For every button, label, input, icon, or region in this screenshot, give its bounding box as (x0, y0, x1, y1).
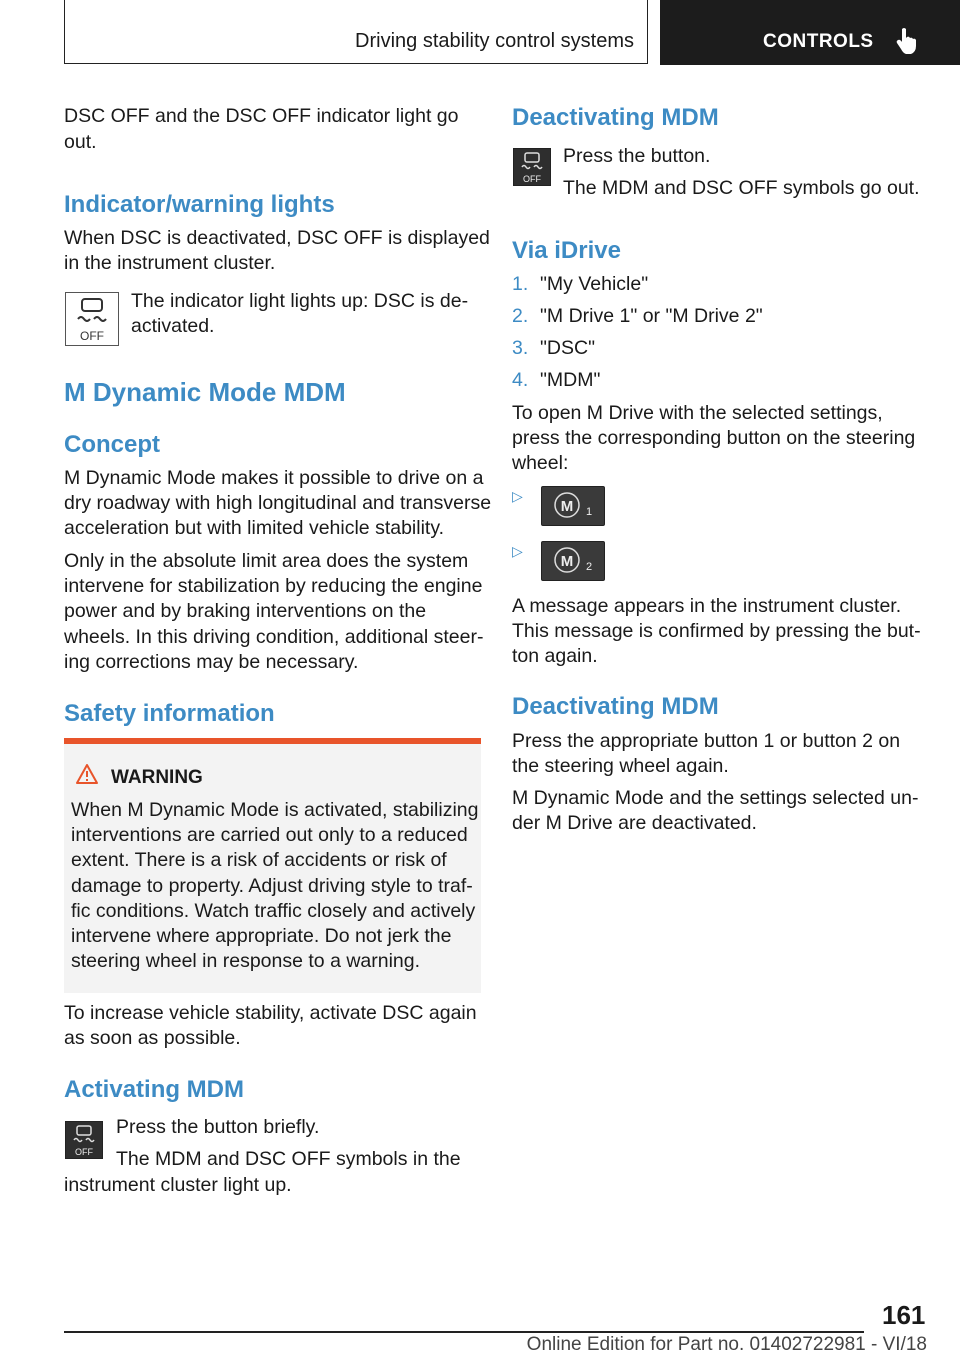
dsc-off-indicator-icon (65, 292, 119, 346)
warning-line-3: extent. There is a risk of accidents or risk of (71, 849, 447, 871)
activating-line-2: The MDM and DSC OFF symbols in the (116, 1148, 461, 1170)
svg-text:OFF: OFF (523, 174, 541, 184)
car-skid-icon (66, 293, 118, 345)
open-text-2: press the corresponding button on the steering (512, 427, 916, 449)
step-text: "DSC" (540, 337, 596, 359)
step-text: "MDM" (540, 369, 601, 391)
activating-line-1: Press the button briefly. (116, 1116, 320, 1138)
concept-p2-3: power and by braking interventions on the (64, 600, 427, 622)
after-warning-2: as soon as possible. (64, 1027, 241, 1049)
open-text-3: wheel: (512, 452, 569, 474)
intro-line-2: out. (64, 131, 97, 153)
m2-button-icon (541, 541, 605, 581)
svg-text:M: M (560, 498, 574, 515)
concept-p1-2: dry roadway with high longitudinal and transverse (64, 492, 492, 514)
warning-triangle-icon (75, 763, 99, 785)
bullet-triangle-icon: ▷ (512, 488, 523, 504)
deactivating-heading: Deactivating MDM (512, 104, 719, 131)
footer-edition: Online Edition for Part no. 01402722981 - VI/18 (526, 1334, 927, 1355)
step-number: 1. (512, 273, 529, 295)
warning-line-6: intervene where appropriate. Do not jerk the (71, 925, 452, 947)
warning-line-7: steering wheel in response to a warning. (71, 950, 421, 972)
footer-divider (64, 1331, 864, 1333)
concept-p1-1: M Dynamic Mode makes it possible to drive on a (64, 467, 484, 489)
concept-heading: Concept (64, 431, 160, 458)
after-warning-1: To increase vehicle stability, activate DSC again (64, 1002, 477, 1024)
warning-title: WARNING (111, 767, 203, 788)
idrive-heading: Via iDrive (512, 237, 621, 264)
activating-line-3: instrument cluster light up. (64, 1174, 292, 1196)
concept-p1-3: acceleration but with limited vehicle stability. (64, 517, 445, 539)
mdm-heading: M Dynamic Mode MDM (64, 377, 346, 407)
deactivating2-p1-2: the steering wheel again. (512, 755, 729, 777)
indicator-text-2: in the instrument cluster. (64, 252, 276, 274)
warning-line-5: fic conditions. Watch traffic closely and actively (71, 900, 476, 922)
concept-p2-5: ing corrections may be necessary. (64, 651, 359, 673)
concept-p2-1: Only in the absolute limit area does the system (64, 550, 469, 572)
svg-text:2: 2 (586, 561, 593, 573)
message-text-3: ton again. (512, 645, 598, 667)
warning-line-1: When M Dynamic Mode is activated, stabilizing (71, 799, 479, 821)
message-text-2: This message is confirmed by pressing the but- (512, 620, 921, 642)
safety-heading: Safety information (64, 700, 275, 727)
message-text-1: A message appears in the instrument cluster. (512, 595, 902, 617)
section-title: Driving stability control systems (355, 30, 634, 52)
indicator-icon-text-1: The indicator light lights up: DSC is de- (131, 290, 469, 312)
svg-text:OFF: OFF (80, 329, 104, 343)
controls-tab-label: CONTROLS (763, 31, 874, 52)
m1-button-icon (541, 486, 605, 526)
step-text: "M Drive 1" or "M Drive 2" (540, 305, 763, 327)
deactivating2-p1-1: Press the appropriate button 1 or button 2 on (512, 730, 901, 752)
svg-text:M: M (560, 553, 574, 570)
activating-heading: Activating MDM (64, 1076, 244, 1103)
concept-p2-2: intervene for stabilization by reducing the engine (64, 575, 483, 597)
indicator-icon-text-2: activated. (131, 315, 215, 337)
step-number: 4. (512, 369, 529, 391)
open-text-1: To open M Drive with the selected settings, (512, 402, 883, 424)
deactivating2-p2-2: der M Drive are deactivated. (512, 812, 757, 834)
warning-line-4: damage to property. Adjust driving style to traf- (71, 875, 473, 897)
warning-line-2: interventions are carried out only to a reduced (71, 824, 468, 846)
dsc-off-button-icon-2 (513, 148, 551, 186)
svg-text:OFF: OFF (75, 1147, 93, 1157)
pointing-hand-icon (893, 26, 923, 56)
deactivating-line-1: Press the button. (563, 145, 711, 167)
indicator-heading: Indicator/warning lights (64, 191, 335, 218)
deactivating2-p2-1: M Dynamic Mode and the settings selected un- (512, 787, 919, 809)
indicator-text-1: When DSC is deactivated, DSC OFF is displayed (64, 227, 490, 249)
bullet-triangle-icon: ▷ (512, 543, 523, 559)
step-number: 3. (512, 337, 529, 359)
deactivating2-heading: Deactivating MDM (512, 693, 719, 720)
step-text: "My Vehicle" (540, 273, 649, 295)
dsc-off-button-icon (65, 1121, 103, 1159)
deactivating-line-2: The MDM and DSC OFF symbols go out. (563, 177, 920, 199)
step-number: 2. (512, 305, 529, 327)
svg-text:1: 1 (586, 506, 593, 518)
intro-line-1: DSC OFF and the DSC OFF indicator light go (64, 105, 459, 127)
concept-p2-4: wheels. In this driving condition, additional steer- (64, 626, 484, 648)
page-number: 161 (882, 1300, 926, 1330)
